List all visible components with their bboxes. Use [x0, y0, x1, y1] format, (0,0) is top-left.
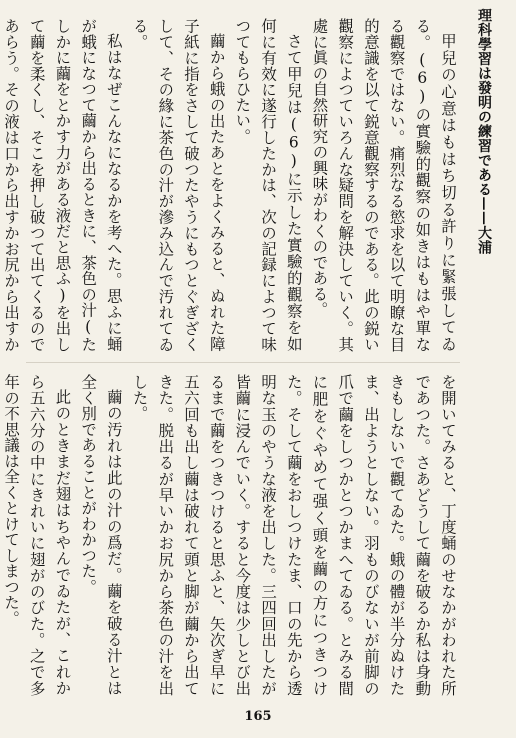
running-head: 理科學習は發明の練習である——大浦	[476, 8, 492, 255]
block-divider	[26, 362, 460, 363]
page-number: 165	[244, 709, 272, 724]
upper-text-block	[2, 18, 460, 352]
upper-paragraph-2: さて甲兒は(6)に示した實驗的觀察を如何に有效に遂行したかは、次の記録によつて味つてもらひたい。	[233, 18, 303, 352]
upper-paragraph-3: 繭から蛾の出たあとをよくみると、ぬれた障子紙に指をさして破つたやうにもつとぐぎざくして、その緣に茶色の汁が滲み込んで汚れてゐる。	[130, 18, 226, 352]
lower-text-block	[2, 374, 460, 696]
upper-paragraph-1: 甲兒の心意はもはち切る許りに緊張してゐる。(6)の實驗的觀察の如きはもはや單なる觀察ではない。痛烈なる慾求を以て明瞭な目的意識を以て鋭意觀察するのである。此の鋭い觀察によつていろんな疑問を解決していく。其處に眞の自然研究の興味がわくのである。	[310, 18, 457, 352]
upper-paragraph-4: 私はなぜこんなになるかを考へた。思ふに蛹が蛾になつて繭から出るときに、茶色の汁(たしかに繭をとかす力がある液だと思ふ)を出して繭を柔くし、そこを押し破つて出てくるのであらう。その液は口から出すかお尻から出すか	[2, 18, 123, 352]
lower-paragraph-1: を開いてみると、丁度蛹のせなかがわれた所であつた。さあどうして繭を破るか私は身動きもしないで觀てゐた。蛾の體が半分ぬけたま、出ようとしない。羽ものびないが前脚の爪で繭をしつかとつかまへてゐる。とみる間に肥をぐやめて强く頭を繭の方につきつけた。そして繭をおしつけたま、口の先から透明な玉のやうな液を出した。三四回出したが皆繭に浸んでいく。すると今度は少しとび出るまで繭をつきつけると思ふと、矢次ぎ早に五六回も出し繭は破れて頭と脚が繭から出てきた。脱出るが早いかお尻から茶色の汁を出した。	[130, 374, 457, 696]
lower-paragraph-3: 此のときまだ翅はちやんでゐたが、これから五六分の中にきれいに翅がのびた。之で多年の不思議は全くとけてしまつた。	[2, 374, 72, 696]
lower-paragraph-2: 繭の汚れは此の汁の爲だ。繭を破る汁とは全く別であることがわかつた。	[79, 374, 123, 696]
